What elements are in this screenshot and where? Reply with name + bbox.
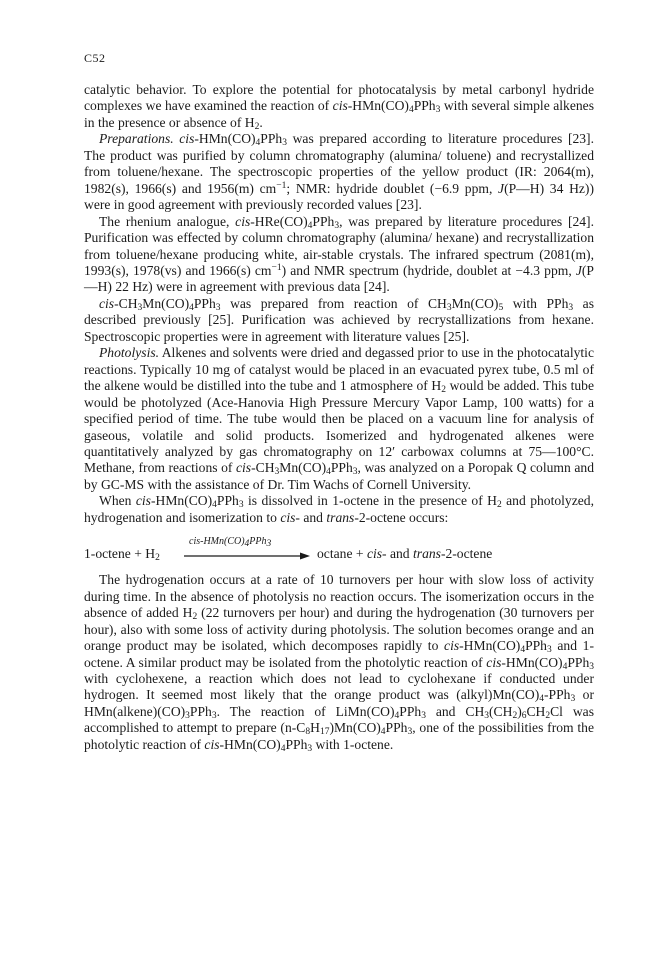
text-run: ; NMR: hydride doublet (−6.9 ppm, bbox=[286, 180, 499, 196]
text-run: , was prepared by literature procedures [24]. Purification was effected by column chromatography (alumina/ hexane) and recrystallization from toluene/hexane producing white, air-stable crystals. The infrared spectrum (2081(m), 1993(s), 1978(vs) and 1966(s) cm bbox=[84, 213, 594, 278]
text-run: and photolyzed, hydrogenation and isomerization to bbox=[84, 493, 594, 525]
page-number: C52 bbox=[84, 51, 106, 65]
text-run: is dissolved in 1-octene in the presence of H bbox=[243, 493, 497, 509]
subscript: 3 bbox=[282, 138, 287, 149]
text-run: (P—H) 22 Hz) were in agreement with previous data [24]. bbox=[84, 262, 594, 295]
text-run: -2-octene occurs: bbox=[354, 509, 449, 525]
italic-text: cis bbox=[366, 546, 383, 562]
subscript: 2 bbox=[441, 385, 447, 396]
subscript: 2 bbox=[155, 553, 160, 564]
text-run: -HMn(CO) bbox=[200, 536, 245, 548]
italic-text: Preparations. cis bbox=[99, 131, 195, 147]
text-run: PPh bbox=[312, 213, 335, 229]
text-run: was prepared from reaction of CH bbox=[220, 295, 447, 311]
text-run: , one of the possibilities from the photolytic reaction of bbox=[84, 720, 594, 752]
text-run: PPh bbox=[567, 654, 590, 670]
subscript: 2 bbox=[512, 710, 518, 721]
italic-text: cis bbox=[236, 460, 252, 476]
subscript: 4 bbox=[520, 645, 526, 656]
italic-text: J bbox=[498, 180, 505, 196]
subscript: 8 bbox=[305, 727, 311, 738]
text-run: and 1-octene. A similar product may be isolated from the photolytic reaction of bbox=[84, 638, 594, 670]
text-run: Alkenes and solvents were dried and degassed prior to use in the photocatalytic reactions. Typically 10 mg of catalyst would be placed in an evacuated pyrex tube, 0.5 ml of the alkene would be distilled into the tube and 1 atmosphere of H bbox=[84, 345, 594, 394]
subscript: 3 bbox=[407, 727, 413, 738]
paragraph bbox=[84, 131, 594, 213]
paragraph bbox=[84, 214, 594, 296]
subscript: 4 bbox=[539, 694, 545, 705]
text-run: PPh bbox=[399, 703, 422, 719]
subscript: 4 bbox=[189, 302, 194, 313]
text-run: PPh bbox=[189, 703, 212, 719]
subscript: 3 bbox=[185, 710, 190, 721]
text-run: CH bbox=[526, 703, 546, 719]
superscript: −1 bbox=[276, 180, 287, 191]
text-run: (P—H) 34 Hz)) were in good agreement with previously recorded values [23]. bbox=[84, 180, 594, 213]
subscript: 3 bbox=[570, 694, 576, 705]
italic-text: trans bbox=[326, 509, 355, 525]
reaction-reactants bbox=[84, 546, 160, 562]
text-run: PPh bbox=[216, 493, 239, 509]
subscript: 3 bbox=[334, 220, 340, 231]
text-run: with cyclohexene, a reaction which does not lead to cyclohexane if conducted under hydrogen. It seemed most likely that the orange product was (alkyl)Mn(CO) bbox=[84, 670, 594, 703]
text-run: The rhenium analogue, bbox=[99, 213, 236, 229]
subscript: 4 bbox=[280, 743, 286, 754]
subscript: 3 bbox=[352, 467, 358, 478]
text-run: PPh bbox=[525, 638, 547, 654]
subscript: 3 bbox=[484, 710, 490, 721]
subscript: 4 bbox=[408, 105, 414, 116]
text-run: -HMn(CO) bbox=[194, 131, 256, 147]
italic-text: cis bbox=[444, 638, 460, 654]
italic-text: J bbox=[575, 262, 582, 278]
text-run: would be added. This tube would be photolyzed (Ace-Hanovia High Pressure Mercury Vapor Lamp, 100 watts) for a specified period of time. The tube would then be placed on a vacuum line for analysis of gaseous, volatile and solid products. Isomerized and hydrogenated alkenes were quantitatively analyzed by gas chromatography on 12′ carbowax columns at 75—100°C. Methane, from reactions of bbox=[84, 378, 595, 476]
reaction-equation bbox=[84, 534, 594, 564]
subscript: 3 bbox=[238, 500, 244, 511]
text-run: The hydrogenation occurs at a rate of 10 turnovers per hour with slow loss of activity during time. In the absence of photolysis no reaction occurs. The isomerization occurs in the absence of added H bbox=[84, 572, 594, 621]
text-run: PPh bbox=[330, 460, 353, 476]
reaction-arrow bbox=[184, 552, 310, 560]
text-run: (22 turnovers per hour) and during the hydrogenation (30 turnovers per hour), also with some loss of activity during photolysis. The solution becomes orange and an orange product may be isolated, which decomposes rapidly to bbox=[84, 605, 594, 654]
text-run: PPh bbox=[385, 720, 408, 736]
italic-text: cis bbox=[486, 654, 502, 670]
subscript: 2 bbox=[496, 500, 502, 511]
subscript: 3 bbox=[568, 302, 574, 313]
subscript: 3 bbox=[421, 710, 426, 721]
italic-text: cis bbox=[99, 295, 115, 311]
subscript: 3 bbox=[137, 302, 143, 313]
text-run: PPh bbox=[413, 98, 436, 114]
subscript: 3 bbox=[446, 302, 452, 313]
italic-text: cis bbox=[135, 493, 151, 509]
subscript: 17 bbox=[319, 727, 330, 738]
text-run: Cl was accomplished to attempt to prepare (n-C bbox=[84, 703, 594, 736]
text-run: with several simple alkenes in the presence or absence of H bbox=[84, 98, 595, 130]
subscript: 4 bbox=[380, 727, 386, 738]
text-run: PPh bbox=[285, 736, 308, 752]
italic-text: Photolysis. bbox=[99, 345, 160, 361]
text-run: -HMn(CO) bbox=[347, 98, 409, 114]
subscript: 3 bbox=[589, 661, 594, 672]
text-run: -HMn(CO) bbox=[459, 638, 521, 654]
text-run: catalytic behavior. To explore the potential for photocatalysis by metal carbonyl hydride complexes we have examined the reaction of bbox=[84, 82, 594, 114]
text-run: - and bbox=[295, 509, 327, 525]
italic-text: trans bbox=[413, 546, 441, 562]
text-run: -2-octene bbox=[440, 546, 493, 562]
text-run: . bbox=[259, 114, 263, 130]
text-run: ) and NMR spectrum (hydride, doublet at −4.3 ppm, bbox=[281, 262, 576, 278]
text-run: ) bbox=[517, 703, 522, 719]
paragraph bbox=[84, 493, 594, 526]
paragraph bbox=[84, 572, 594, 753]
subscript: 3 bbox=[274, 467, 280, 478]
text-run: 1-octene + H bbox=[84, 546, 156, 562]
text-run: with PPh bbox=[503, 295, 569, 311]
subscript: 3 bbox=[307, 743, 313, 754]
subscript: 3 bbox=[215, 302, 221, 313]
text-run: Mn(CO) bbox=[142, 295, 190, 311]
reaction-products bbox=[317, 546, 492, 562]
subscript: 3 bbox=[211, 710, 217, 721]
paragraph bbox=[84, 345, 594, 493]
text-run: or HMn(alkene)(CO) bbox=[84, 687, 594, 719]
text-run: PPh bbox=[249, 536, 267, 548]
text-run: -CH bbox=[251, 460, 275, 476]
subscript: 4 bbox=[255, 138, 261, 149]
text-run: PPh bbox=[193, 295, 216, 311]
text-run: - and bbox=[382, 546, 413, 562]
subscript: 3 bbox=[266, 539, 272, 550]
text-run: H bbox=[310, 720, 320, 736]
text-run: . The reaction of LiMn(CO) bbox=[216, 703, 395, 719]
text-run: as described previously [25]. Purification was achieved by recrystallizations from hexane. Spectroscopic properties were in agreement with literature values [25]. bbox=[84, 295, 594, 344]
text-run: with 1-octene. bbox=[312, 736, 394, 752]
subscript: 4 bbox=[326, 467, 331, 478]
text-run: When bbox=[99, 493, 136, 509]
text-run: (CH bbox=[489, 703, 513, 719]
text-run: was prepared according to literature procedures [23]. The product was purified by column chromatography (alumina/ toluene) and recrystallized from toluene/hexane. The spectroscopic properties of the yellow product (IR: 2064(m), 1982(s), 1966(s) and 1956(m) cm bbox=[84, 131, 594, 196]
italic-text: cis bbox=[235, 213, 251, 229]
text-run: PPh bbox=[260, 131, 283, 147]
superscript: −1 bbox=[271, 262, 282, 273]
text-run: -HMn(CO) bbox=[501, 654, 563, 670]
subscript: 4 bbox=[212, 500, 217, 511]
subscript: 6 bbox=[521, 710, 527, 721]
paragraph bbox=[84, 296, 594, 345]
text-run: -CH bbox=[114, 295, 138, 311]
text-run: and CH bbox=[425, 703, 485, 719]
subscript: 4 bbox=[562, 661, 568, 672]
text-run: -PPh bbox=[544, 687, 571, 703]
italic-text: cis bbox=[204, 736, 220, 752]
subscript: 2 bbox=[192, 612, 198, 623]
body-text bbox=[84, 82, 594, 753]
italic-text: cis bbox=[189, 536, 201, 548]
text-run: octane + bbox=[317, 546, 367, 562]
paragraph bbox=[84, 82, 594, 131]
subscript: 2 bbox=[545, 710, 551, 721]
subscript: 3 bbox=[546, 645, 552, 656]
subscript: 4 bbox=[244, 539, 250, 550]
text-run: )Mn(CO) bbox=[329, 720, 381, 736]
text-run: , was analyzed on a Poropak Q column and by GC-MS with the assistance of Dr. Tim Wachs of Cornell University. bbox=[84, 460, 594, 492]
subscript: 2 bbox=[254, 121, 260, 132]
text-run: Mn(CO) bbox=[451, 295, 499, 311]
text-run: -HMn(CO) bbox=[219, 736, 281, 752]
subscript: 4 bbox=[307, 220, 313, 231]
subscript: 5 bbox=[498, 302, 504, 313]
reaction-catalyst bbox=[189, 534, 271, 550]
text-run: -HMn(CO) bbox=[150, 493, 213, 509]
subscript: 3 bbox=[435, 105, 441, 116]
text-run: -HRe(CO) bbox=[250, 213, 308, 229]
subscript: 4 bbox=[394, 710, 400, 721]
text-run: Mn(CO) bbox=[279, 460, 327, 476]
italic-text: cis bbox=[280, 509, 296, 525]
italic-text: cis bbox=[332, 98, 348, 114]
